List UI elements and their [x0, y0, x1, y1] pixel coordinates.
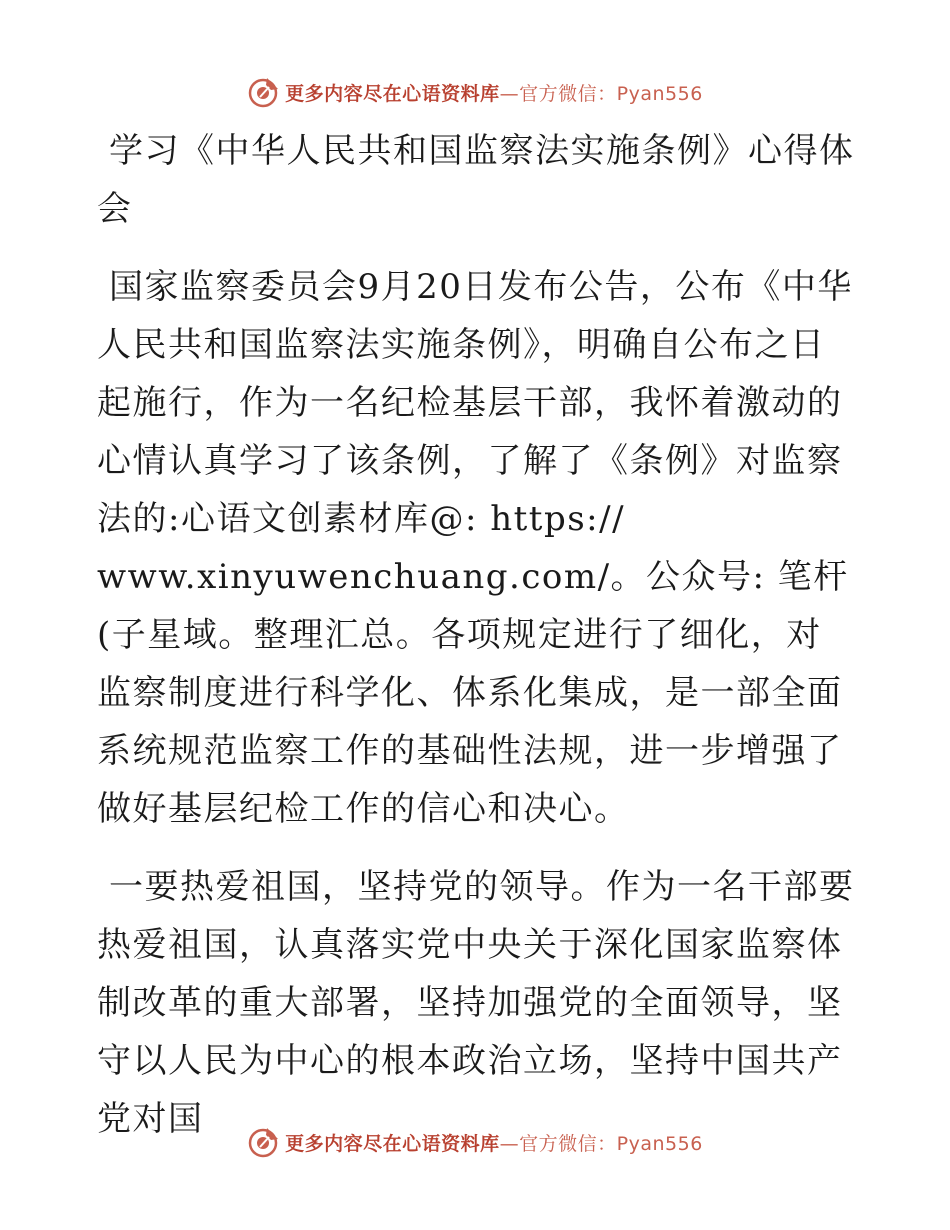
- banner-suffix-text: —官方微信：Pyan556: [499, 82, 703, 105]
- paragraph-2: 一要热爱祖国，坚持党的领导。作为一名干部要热爱祖国，认真落实党中央关于深化国家监察体制改革的重大部署，坚持加强党的全面领导，坚守以人民为中心的根本政治立场，坚持中国共产党对国: [97, 867, 855, 1139]
- banner-main-text: 更多内容尽在心语资料库: [285, 1132, 500, 1155]
- banner-main-text: 更多内容尽在心语资料库: [285, 82, 500, 105]
- banner-text: [285, 1129, 703, 1156]
- pen-logo-icon: [247, 75, 281, 109]
- document-body: [97, 122, 857, 1168]
- banner-text: [285, 79, 703, 106]
- banner-suffix-text: —官方微信：Pyan556: [499, 1132, 703, 1155]
- document-title: 学习《中华人民共和国监察法实施条例》心得体会: [97, 131, 855, 229]
- paragraph-1-continued: www.xinyuwenchuang.com/。公众号: 笔杆 (子星域。整理汇总。各项规定进行了细化，对监察制度进行科学化、体系化集成，是一部全面系统规范监察工作的基础性法规，进一步增强了做好基层纪检工作的信心和决心。: [97, 557, 849, 829]
- paragraph-1: 国家监察委员会9月20日发布公告，公布《中华人民共和国监察法实施条例》，明确自公布之日起施行，作为一名纪检基层干部，我怀着激动的心情认真学习了该条例，了解了《条例》对监察法的:心语文创素材库@: https://: [97, 267, 853, 539]
- footer-banner: [0, 1120, 950, 1164]
- pen-logo-icon: [247, 1125, 281, 1159]
- header-banner: [0, 70, 950, 114]
